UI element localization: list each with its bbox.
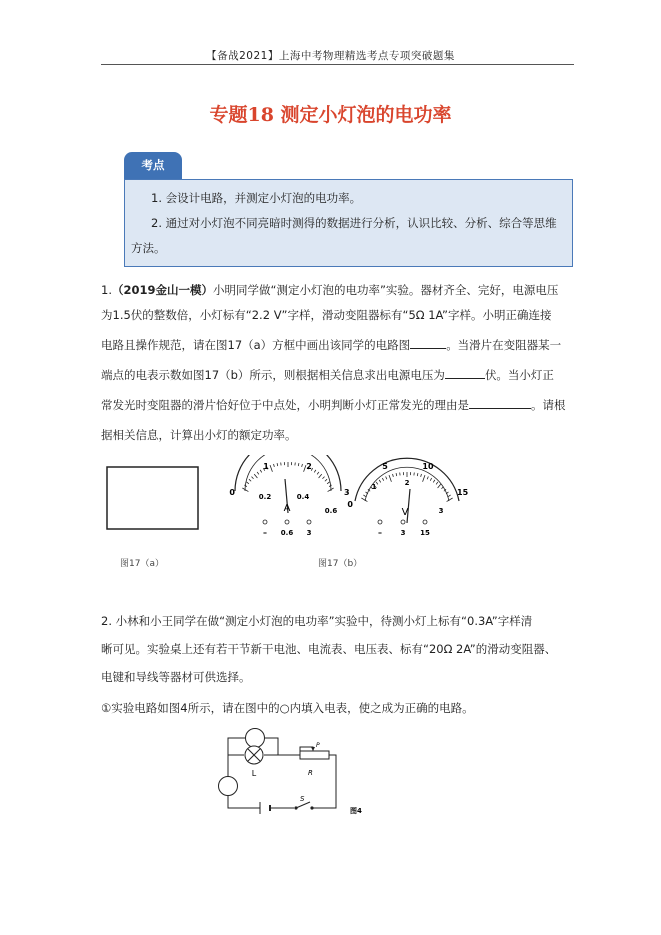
ammeter-terminal-neg — [263, 520, 267, 524]
q2-line-4: ①实验电路如图4所示，请在图中的○内填入电表，使之成为正确的电路。 — [101, 701, 474, 715]
voltmeter-tick-mark — [389, 475, 391, 482]
voltmeter-tick-mark — [361, 498, 367, 502]
lamp-symbol — [245, 746, 263, 764]
voltmeter-tick-mark — [363, 495, 365, 497]
q2-line-3: 电键和导线等器材可供选择。 — [101, 670, 251, 684]
q1-number: 1. — [101, 283, 112, 297]
ammeter-tick-mark — [257, 472, 259, 474]
ammeter-subtick-2: 0.4 — [296, 493, 310, 501]
q1-line-5 — [101, 393, 571, 418]
voltmeter-subtick-2: 2 — [404, 479, 410, 487]
ammeter-tick-mark — [270, 465, 272, 472]
voltmeter-tick-mark — [448, 495, 450, 497]
voltmeter-terminal-neg — [378, 520, 382, 524]
header-rule — [101, 64, 574, 65]
ammeter-tick-mark — [254, 474, 257, 478]
voltmeter-tick-mark — [436, 482, 438, 484]
kaodian-item-2: 2. 通过对小灯泡不同亮暗时测得的数据进行分析，认识比较、分析、综合等思维 — [151, 216, 557, 230]
ammeter-tick-mark — [251, 477, 253, 479]
voltmeter-tick-mark — [447, 498, 453, 502]
ammeter-tick-2: 2 — [306, 462, 312, 471]
answer-blank-circuit[interactable] — [410, 336, 446, 349]
ammeter-tick-mark — [298, 463, 299, 466]
ammeter-tick-mark — [274, 464, 275, 467]
ammeter-subtick-1: 0.2 — [258, 493, 272, 501]
voltmeter-tick-0: 0 — [347, 500, 353, 509]
voltmeter-tick-15: 15 — [457, 488, 469, 497]
ammeter-tick-mark — [314, 470, 316, 473]
ammeter-tick-mark — [319, 474, 322, 478]
q1-line-4 — [101, 363, 571, 388]
ammeter-tick-3: 3 — [344, 488, 350, 497]
switch-symbol — [294, 802, 313, 810]
answer-blank-reason[interactable] — [469, 396, 531, 409]
voltmeter-tick-mark — [441, 487, 443, 489]
ammeter-terminal-06 — [285, 520, 289, 524]
ammeter-tick-mark — [260, 470, 262, 473]
slider-label: P — [316, 742, 320, 749]
page-title: 专题18 测定小灯泡的电功率 — [209, 104, 452, 126]
voltmeter-subtick-3: 3 — [438, 507, 444, 515]
switch-label: S — [300, 795, 305, 803]
figure-17 — [95, 455, 485, 555]
q1-line-3 — [101, 333, 571, 358]
q1-line4-text: 端点的电表示数如图17（b）所示，则根据相关信息求出电源电压为 — [101, 368, 445, 382]
lamp-label: L — [251, 769, 257, 778]
ammeter-tick-0: 0 — [229, 488, 235, 497]
meter-slot-top[interactable] — [246, 729, 265, 748]
wire-top-right — [265, 738, 278, 755]
ammeter-subtick-3: 0.6 — [324, 507, 338, 515]
ammeter-terminal-label-06: 0.6 — [280, 529, 294, 537]
voltmeter-terminal-3 — [401, 520, 405, 524]
voltmeter-symbol: V — [401, 507, 409, 518]
meter-slot-left[interactable] — [219, 777, 238, 796]
voltmeter-terminal-15 — [423, 520, 427, 524]
q1-line5-text: 常发光时变阻器的滑片恰好位于中点处，小明判断小灯正常发光的理由是 — [101, 398, 469, 412]
wire-top-left — [228, 738, 245, 776]
figure-17b-caption: 图17（b） — [318, 559, 363, 569]
q1-line-2: 为1.5伏的整数倍，小灯标有“2.2 V”字样，滑动变阻器标有“5Ω 1A”字样。小明正确连接 — [101, 308, 552, 322]
q1-line1-text: 小明同学做“测定小灯泡的电功率”实验。器材齐全、完好，电源电压 — [213, 283, 559, 297]
page-header: 【备战2021】上海中考物理精选考点专项突破题集 — [206, 50, 455, 62]
q2-line-1: 2. 小林和小王同学在做“测定小灯泡的电功率”实验中，待测小灯上标有“0.3A”字样清 — [101, 614, 533, 628]
voltmeter-tick-mark — [427, 476, 428, 479]
ammeter-tick-mark — [249, 479, 251, 481]
ammeter-tick-mark — [327, 482, 329, 484]
q1-line3-text-b: 。当滑片在变阻器某一 — [446, 338, 562, 352]
figure-4-caption: 图4 — [350, 807, 362, 815]
kaodian-item-3: 方法。 — [131, 241, 166, 255]
q1-line3-text: 电路且操作规范，请在图17（a）方框中画出该同学的电路图 — [101, 338, 411, 352]
rheostat-symbol — [300, 751, 329, 759]
voltmeter-tick-mark — [438, 484, 441, 488]
voltmeter-terminal-label-15: 15 — [420, 529, 430, 537]
slider-arrow-icon — [311, 747, 315, 751]
voltmeter-dial — [347, 458, 468, 537]
voltmeter-tick-mark — [393, 474, 394, 477]
kaodian-item-1: 1. 会设计电路，并测定小灯泡的电功率。 — [151, 191, 362, 205]
q2-line-2: 晰可见。实验桌上还有若干节新干电池、电流表、电压表、标有“20Ω 2A”的滑动变阻器、 — [101, 642, 557, 656]
q1-line-6: 据相关信息，计算出小灯的额定功率。 — [101, 428, 297, 442]
q1-line5-text-b: 。请根 — [531, 398, 566, 412]
voltmeter-terminal-label-3: 3 — [400, 529, 406, 537]
voltmeter-tick-mark — [396, 473, 397, 476]
ammeter-terminal-3 — [307, 520, 311, 524]
kaodian-tab: 考点 — [124, 152, 182, 179]
ammeter-dial — [229, 455, 349, 537]
voltmeter-tick-mark — [417, 473, 418, 476]
voltmeter-tick-mark — [379, 480, 381, 483]
voltmeter-terminal-label-neg: – — [378, 528, 382, 537]
ammeter-tick-mark — [322, 477, 324, 479]
wire-bottom-right — [312, 755, 336, 808]
ammeter-tick-mark — [302, 464, 303, 467]
circuit-drawing-box — [107, 467, 198, 529]
voltmeter-tick-mark — [382, 478, 383, 481]
voltmeter-tick-10: 10 — [422, 462, 434, 471]
voltmeter-tick-5: 5 — [382, 462, 388, 471]
q1-line-1 — [101, 278, 571, 303]
ammeter-tick-1: 1 — [263, 462, 269, 471]
wire-bottom-left — [228, 796, 260, 808]
voltmeter-subtick-1: 1 — [371, 483, 377, 491]
ammeter-terminal-label-3: 3 — [306, 529, 312, 537]
voltmeter-tick-mark — [386, 476, 387, 479]
voltmeter-tick-mark — [423, 475, 425, 482]
voltmeter-tick-mark — [421, 474, 422, 477]
ammeter-terminal-label-neg: – — [263, 528, 267, 537]
figure-4-circuit — [212, 728, 382, 823]
ammeter-tick-mark — [277, 463, 278, 466]
ammeter-tick-mark — [325, 479, 327, 481]
voltmeter-tick-mark — [433, 480, 435, 483]
figure-17a-caption: 图17（a） — [120, 559, 164, 569]
q1-source: （2019金山一模） — [111, 283, 213, 297]
battery-symbol — [260, 802, 270, 814]
answer-blank-voltage[interactable] — [445, 366, 485, 379]
voltmeter-tick-mark — [430, 478, 431, 481]
ammeter-symbol: A — [283, 503, 291, 514]
rheostat-label: R — [308, 769, 313, 777]
ammeter-tick-mark — [317, 472, 319, 474]
ammeter-tick-mark — [247, 482, 249, 484]
q1-line4-text-b: 伏。当小灯正 — [484, 368, 554, 382]
